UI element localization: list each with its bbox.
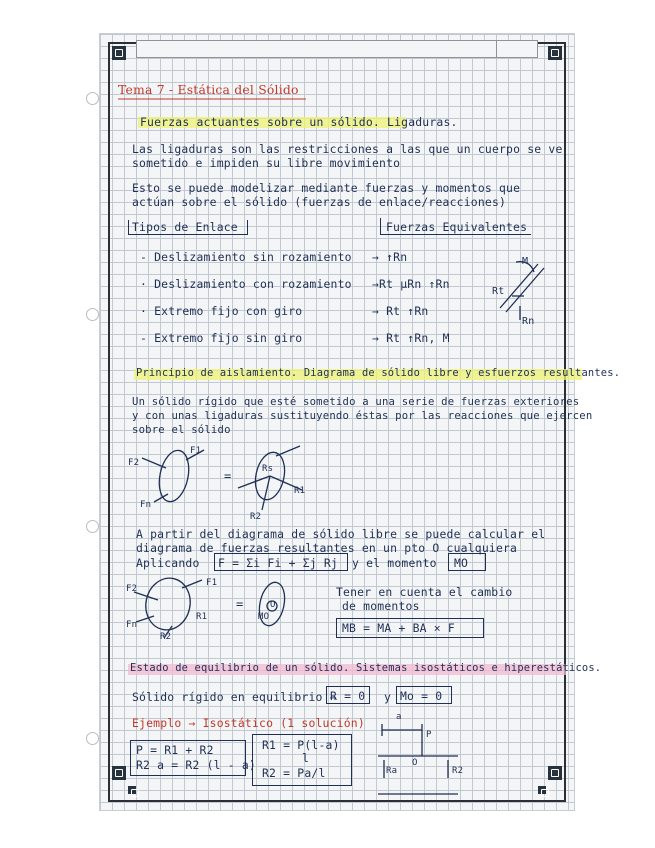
equation-line: R2 a = R2 (l - a): [136, 758, 256, 772]
binder-hole: [86, 520, 99, 533]
equation-line: R1 = P(l-a): [262, 738, 340, 752]
equals-sign: =: [236, 597, 244, 611]
resultant-sketch: [124, 572, 324, 644]
paragraph-line: A partir del diagrama de sólido libre se puede calcular el: [136, 527, 546, 541]
link-type: - Extremo fijo sin giro: [140, 331, 303, 345]
corner-mark-tr: [548, 46, 562, 60]
fig-label: R2: [250, 512, 262, 522]
beam-label: P: [426, 730, 432, 740]
paragraph-line: y con unas ligaduras sustituyendo éstas por las reacciones que ejercen: [132, 410, 593, 422]
paragraph-line: Sólido rígido en equilibrio →: [132, 690, 337, 704]
fig-label: F2: [126, 584, 138, 594]
fig-label: M: [522, 256, 529, 267]
header-bar: [136, 40, 538, 58]
equation-line: P = R1 + R2: [136, 743, 214, 757]
fig-label: Fn: [140, 500, 152, 510]
formula: F = Σi Fi + Σj Rj: [218, 556, 338, 570]
paragraph-line: Aplicando: [136, 556, 200, 570]
fig-label: R1: [294, 486, 306, 496]
equation-line: l: [302, 751, 310, 765]
paragraph-line: y el momento: [352, 556, 437, 570]
link-type: · Deslizamiento con rozamiento: [140, 277, 352, 291]
equation-line: R2 = Pa/l: [262, 766, 326, 780]
corner-mark-br: [548, 766, 562, 780]
paragraph-line: sometido e impiden su libre movimiento: [132, 156, 401, 170]
paragraph-line: y: [384, 690, 392, 704]
formula: R = 0: [330, 689, 366, 703]
link-force: → ↑Rn: [372, 250, 408, 264]
fig-label: MO: [258, 612, 270, 622]
fig-label: Fn: [126, 620, 138, 630]
link-type: - Deslizamiento sin rozamiento: [140, 250, 352, 264]
binder-hole: [86, 92, 99, 105]
paragraph-line: Un sólido rígido que esté sometido a una serie de fuerzas exteriores: [132, 396, 580, 408]
binder-hole: [86, 732, 99, 745]
fig-label: O: [270, 600, 276, 610]
formula: MO: [454, 556, 469, 570]
link-type: · Extremo fijo con giro: [140, 304, 303, 318]
paragraph-line: diagrama de fuerzas resultantes en un pto O cualquiera: [136, 541, 518, 555]
link-force: → Rt ↑Rn, M: [372, 331, 450, 345]
formula: MB = MA + BA × F: [342, 621, 455, 635]
section-heading-1: Fuerzas actuantes sobre un sólido. Ligaduras.: [140, 115, 458, 129]
fig-label: R1: [196, 612, 208, 622]
section-heading-2: Principio de aislamiento. Diagrama de sólido libre y esfuerzos resultantes.: [136, 367, 621, 379]
corner-mark-bl: [112, 766, 126, 780]
small-mark-bl: [128, 786, 136, 794]
fig-label: F1: [206, 578, 218, 588]
column-header-right: Fuerzas Equivalentes: [386, 220, 528, 234]
formula: Mo = 0: [400, 689, 443, 703]
beam-label: O: [412, 758, 418, 768]
binder-hole: [86, 308, 99, 321]
paragraph-line: Las ligaduras son las restricciones a las que un cuerpo se ve: [132, 142, 563, 156]
page-title: Tema 7 - Estática del Sólido: [118, 82, 299, 97]
example-label: Ejemplo → Isostático (1 solución): [132, 716, 365, 730]
section-heading-4: Estado de equilibrio de un sólido. Sistemas isostáticos e hiperestáticos.: [130, 662, 602, 674]
corner-mark-tl: [112, 46, 126, 60]
fig-label: F1: [190, 446, 202, 456]
paragraph-line: actúan sobre el sólido (fuerzas de enlace/reacciones): [132, 195, 507, 209]
column-header-left: Tipos de Enlace: [132, 220, 238, 234]
fig-label: Rs: [262, 464, 274, 474]
note-line: Tener en cuenta el cambio: [336, 585, 513, 599]
small-mark-br: [538, 786, 546, 794]
fig-label: Rn: [522, 316, 535, 327]
fig-label: R2: [160, 632, 172, 642]
beam-label: a: [396, 712, 402, 722]
note-line: de momentos: [342, 599, 420, 613]
beam-label: R2: [452, 766, 464, 776]
link-force: →Rt μRn ↑Rn: [372, 277, 450, 291]
equals-sign: =: [224, 469, 232, 483]
link-force: → Rt ↑Rn: [372, 304, 429, 318]
fig-label: F2: [128, 458, 140, 468]
fig-label: Rt: [492, 286, 505, 297]
beam-label: Ra: [386, 766, 398, 776]
free-body-sketch: [126, 438, 336, 520]
paragraph-line: sobre el sólido: [132, 424, 231, 436]
paragraph-line: Esto se puede modelizar mediante fuerzas y momentos que: [132, 181, 521, 195]
